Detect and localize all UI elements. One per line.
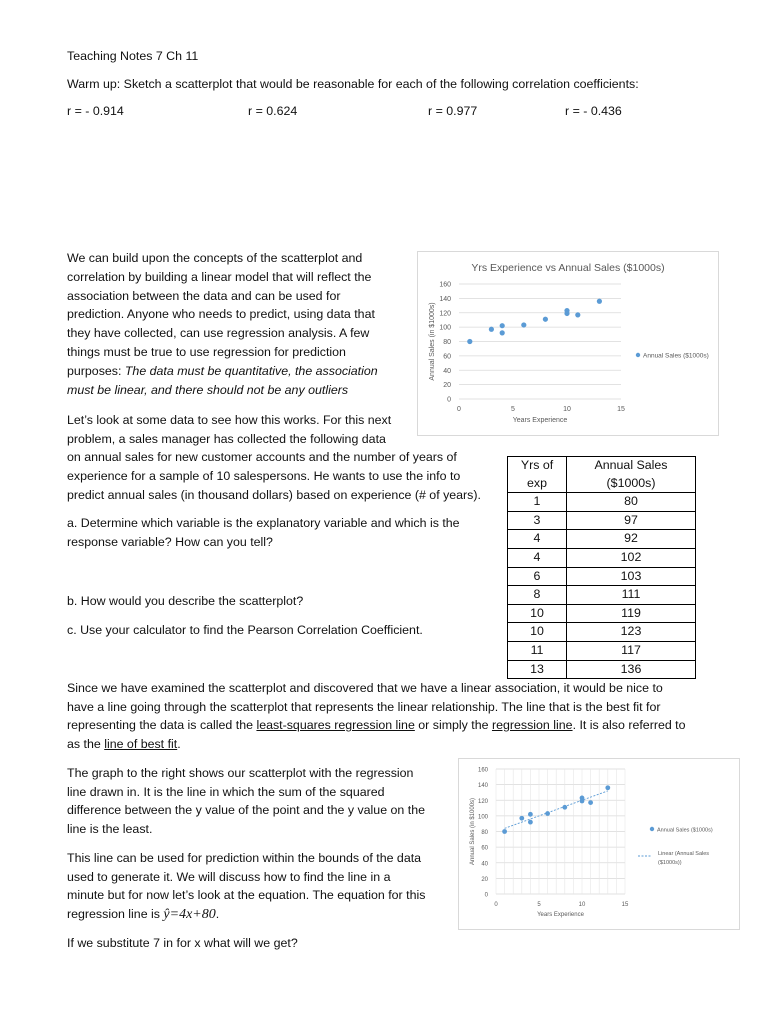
- intro-line: things must be true to use regression for prediction: [67, 345, 346, 359]
- intro-italic: The data must be quantitative, the association: [124, 364, 378, 378]
- y-tick-label: 60: [443, 353, 451, 361]
- x-tick-label: 15: [617, 406, 625, 413]
- x-tick-label: 5: [511, 406, 515, 413]
- data-point: [467, 339, 472, 344]
- text-part: . It is also referred to: [572, 718, 686, 732]
- text-part: or simply the: [414, 718, 492, 732]
- page-title: Teaching Notes 7 Ch 11: [67, 49, 199, 63]
- question-c: c. Use your calculator to find the Pearson Correlation Coefficient.: [67, 623, 423, 637]
- intro-prefix: purposes:: [67, 364, 125, 378]
- data-point: [519, 816, 524, 821]
- question-b: b. How would you describe the scatterplot?: [67, 594, 304, 608]
- text-part: .: [177, 737, 181, 751]
- sales-table: [507, 456, 696, 679]
- text-part: representing the data is called the: [67, 718, 257, 732]
- intro-line: prediction. Anyone who needs to predict, using data that: [67, 307, 375, 321]
- years-cell: 13: [508, 660, 567, 679]
- regression-chart: [458, 758, 740, 930]
- intro-line: association between the data and can be used for: [67, 289, 341, 303]
- legend-label: Linear (Annual Sales: [658, 851, 710, 857]
- x-tick-label: 5: [537, 902, 541, 908]
- coefficient-4: r = - 0.436: [565, 104, 622, 118]
- x-tick-label: 10: [563, 406, 571, 413]
- column-header-years: Yrs of: [508, 457, 567, 475]
- legend-marker: [650, 827, 654, 831]
- question-a: a. Determine which variable is the explanatory variable and which is the: [67, 516, 460, 530]
- sales-cell: 123: [567, 623, 696, 642]
- regression-chart-svg: [459, 759, 739, 929]
- regression-line-text: Since we have examined the scatterplot and discovered that we have a linear association, it would be nice to: [67, 681, 663, 695]
- y-axis-label: Annual Sales (in $1000s): [429, 302, 436, 381]
- y-tick-label: 80: [443, 339, 451, 346]
- scatter-chart-svg: [418, 252, 718, 435]
- prediction-text-line: This line can be used for prediction within the bounds of the data: [67, 851, 422, 865]
- years-cell: 3: [508, 511, 567, 530]
- y-tick-label: 160: [439, 281, 451, 289]
- legend-label: Annual Sales ($1000s): [643, 352, 709, 360]
- regression-line-text: [67, 735, 181, 754]
- scatter-chart: [417, 251, 719, 436]
- years-cell: 10: [508, 604, 567, 623]
- chart-title: Yrs Experience vs Annual Sales ($1000s): [471, 262, 665, 274]
- x-axis-label: Years Experience: [537, 912, 584, 918]
- data-point: [562, 805, 567, 810]
- y-tick-label: 80: [481, 830, 488, 836]
- data-point: [500, 323, 505, 328]
- graph-text-line: line is the least.: [67, 822, 153, 836]
- data-point: [489, 327, 494, 332]
- years-cell: 8: [508, 586, 567, 605]
- table-row: [508, 548, 696, 567]
- column-header-sales: ($1000s): [567, 475, 696, 493]
- intro-line: they have collected, can use regression analysis. A few: [67, 326, 370, 340]
- y-tick-label: 120: [477, 798, 488, 805]
- graph-text-line: line drawn in. It is the line in which the sum of the squared: [67, 785, 385, 799]
- prediction-question: If we substitute 7 in for x what will we get?: [67, 936, 298, 950]
- sales-cell: 103: [567, 567, 696, 586]
- question-a-cont: response variable? How can you tell?: [67, 535, 273, 549]
- data-point: [545, 811, 550, 816]
- x-tick-label: 0: [494, 902, 498, 908]
- sales-cell: 92: [567, 530, 696, 549]
- data-point: [521, 322, 526, 327]
- y-tick-label: 60: [481, 845, 488, 852]
- x-axis-label: Years Experience: [512, 417, 568, 424]
- coefficient-3: r = 0.977: [428, 104, 478, 118]
- column-header-sales: Annual Sales: [567, 457, 696, 475]
- data-point: [564, 308, 569, 313]
- table-row: [508, 567, 696, 586]
- regression-equation: ŷ=4x+80: [163, 907, 216, 922]
- data-point: [528, 820, 533, 825]
- term-lsrl: least-squares regression line: [256, 718, 415, 732]
- data-point: [502, 829, 507, 834]
- data-point: [605, 785, 610, 790]
- problem-line: problem, a sales manager has collected the following data: [67, 432, 386, 446]
- y-tick-label: 140: [439, 295, 451, 303]
- column-header-years: exp: [508, 475, 567, 493]
- y-tick-label: 120: [439, 310, 451, 318]
- problem-line: predict annual sales (in thousand dollars) based on experience (# of years).: [67, 488, 481, 502]
- y-axis-label: Annual Sales (in $1000s): [470, 797, 476, 866]
- sales-cell: 97: [567, 511, 696, 530]
- table-header-row: [508, 475, 696, 493]
- coefficient-2: r = 0.624: [248, 104, 298, 118]
- table-header-row: [508, 457, 696, 475]
- warmup-prompt: Warm up: Sketch a scatterplot that would be reasonable for each of the following correlation coefficients:: [67, 77, 639, 91]
- sales-cell: 111: [567, 586, 696, 605]
- data-point: [575, 312, 580, 317]
- y-tick-label: 160: [477, 767, 488, 774]
- data-point: [543, 317, 548, 322]
- text-part: as the: [67, 737, 105, 751]
- sales-cell: 117: [567, 641, 696, 660]
- sales-cell: 80: [567, 493, 696, 512]
- data-point: [580, 796, 585, 801]
- years-cell: 4: [508, 530, 567, 549]
- regression-line-text: have a line going through the scatterplot that represents the linear relationship. The line that is the best fit for: [67, 700, 661, 714]
- table-row: [508, 623, 696, 642]
- data-point: [528, 812, 533, 817]
- years-cell: 4: [508, 548, 567, 567]
- graph-text-line: difference between the y value of the point and the y value on the: [67, 803, 425, 817]
- y-tick-label: 20: [481, 876, 488, 883]
- prediction-text-line: [67, 905, 219, 925]
- x-tick-label: 15: [621, 902, 629, 908]
- coefficient-1: r = - 0.914: [67, 104, 124, 118]
- y-tick-label: 20: [443, 382, 451, 390]
- y-tick-label: 100: [477, 814, 488, 821]
- y-tick-label: 0: [447, 396, 451, 404]
- problem-line: Let’s look at some data to see how this works. For this next: [67, 413, 392, 427]
- term-regression-line: regression line: [491, 718, 573, 732]
- sales-cell: 102: [567, 548, 696, 567]
- legend-marker: [636, 353, 640, 357]
- data-point: [597, 299, 602, 304]
- sales-cell: 119: [567, 604, 696, 623]
- sales-cell: 136: [567, 660, 696, 679]
- problem-line: experience for a sample of 10 salespersons. He wants to use the info to: [67, 469, 461, 483]
- intro-line: We can build upon the concepts of the scatterplot and: [67, 251, 363, 265]
- table-row: [508, 641, 696, 660]
- legend-label: Annual Sales ($1000s): [657, 827, 713, 834]
- data-point: [500, 330, 505, 335]
- table-row: [508, 530, 696, 549]
- text-part: regression line is: [67, 907, 164, 921]
- years-cell: 10: [508, 623, 567, 642]
- table-row: [508, 660, 696, 679]
- table-row: [508, 511, 696, 530]
- legend-label: ($1000s)): [658, 860, 682, 866]
- x-tick-label: 0: [457, 406, 461, 413]
- graph-text-line: The graph to the right shows our scatterplot with the regression: [67, 766, 414, 780]
- intro-line: correlation by building a linear model that will reflect the: [67, 270, 372, 284]
- years-cell: 6: [508, 567, 567, 586]
- prediction-text-line: minute but for now let’s look at the equation. The equation for this: [67, 888, 426, 902]
- intro-line: [67, 362, 378, 381]
- years-cell: 11: [508, 641, 567, 660]
- y-tick-label: 40: [443, 367, 451, 375]
- x-tick-label: 10: [578, 902, 586, 908]
- table-row: [508, 493, 696, 512]
- years-cell: 1: [508, 493, 567, 512]
- y-tick-label: 140: [477, 783, 488, 790]
- data-point: [588, 800, 593, 805]
- prediction-text-line: used to generate it. We will discuss how to find the line in a: [67, 870, 391, 884]
- term-line-of-best-fit: line of best fit: [104, 737, 178, 751]
- regression-line-text: [67, 716, 686, 735]
- y-tick-label: 100: [439, 324, 451, 332]
- y-tick-label: 0: [484, 892, 488, 899]
- problem-line: on annual sales for new customer accounts and the number of years of: [67, 450, 457, 464]
- y-tick-label: 40: [481, 861, 488, 868]
- intro-italic-line: must be linear, and there should not be any outliers: [67, 383, 349, 397]
- table-row: [508, 604, 696, 623]
- table-row: [508, 586, 696, 605]
- text-part: .: [215, 907, 220, 921]
